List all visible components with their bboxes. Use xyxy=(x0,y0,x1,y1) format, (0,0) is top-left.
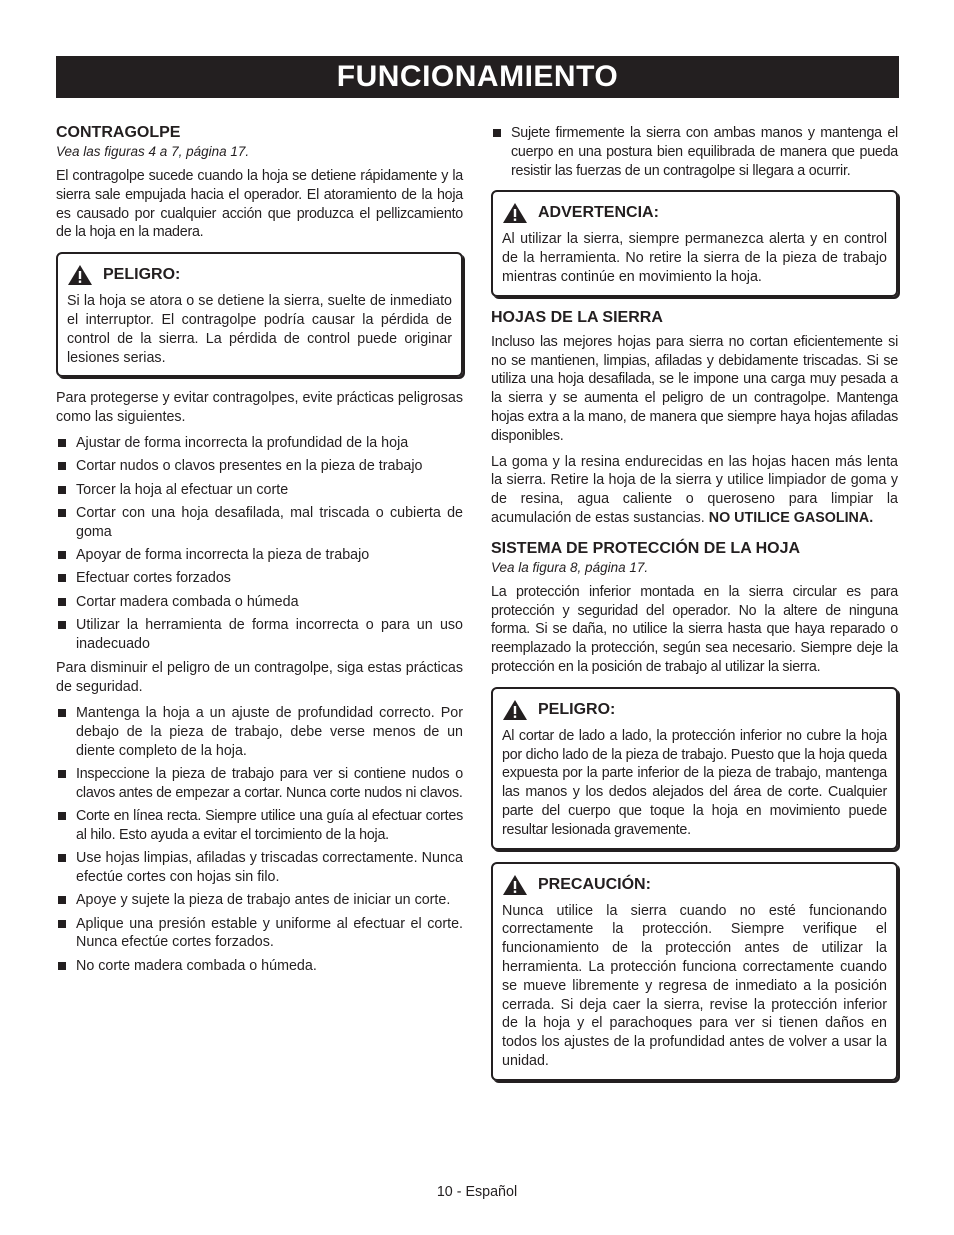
danger-text: Si la hoja se atora o se detiene la sierra, suelte de inmediato el interruptor. El contragolpe podría causar la pérdida de control de la sierra. La pérdida de control puede originar lesiones serias. xyxy=(67,293,452,366)
list-item: Inspeccione la pieza de trabajo para ver si contiene nudos o clavos antes de empezar a cortar. Nunca corte nudos ni clavos. xyxy=(56,765,463,803)
section-title-sistema: SISTEMA DE PROTECCIÓN DE LA HOJA xyxy=(491,539,801,557)
warning-header xyxy=(502,202,887,224)
list-item: No corte madera combada o húmeda. xyxy=(56,957,463,976)
list-item: Utilizar la herramienta de forma incorrecta o para un uso inadecuado xyxy=(56,616,463,654)
list-item: Aplique una presión estable y uniforme al efectuar el corte. Nunca efectúe cortes forzados. xyxy=(56,915,463,953)
figure-reference: Vea la figura 8, página 17. xyxy=(491,559,649,575)
paragraph: El contragolpe sucede cuando la hoja se detiene rápidamente y la sierra sale empujada hacia el operador. El atoramiento de la hoja es causado por cualquier acción que produzca el pellizcamiento de la hoja en la madera. xyxy=(56,168,463,241)
danger-box xyxy=(491,687,898,850)
danger-box xyxy=(56,252,463,377)
list-item: Cortar madera combada o húmeda xyxy=(56,593,463,612)
paragraph-text: La goma y la resina endurecidas en las hojas hacen más lenta la sierra. Retire la hoja de la sierra y utilice limpiador de goma y de resina, agua caliente o queroseno para limpiar la acumulación de estas sustancias. xyxy=(491,453,898,526)
danger-header xyxy=(67,264,452,286)
list-item: Apoyar de forma incorrecta la pieza de trabajo xyxy=(56,546,463,565)
caution-header xyxy=(502,874,887,896)
paragraph: La protección inferior montada en la sierra circular es para protección y seguridad del operador. No la altere de ninguna forma. Si se daña, no utilice la sierra hasta que haya reparado o reemplazado la protección, según sea necesario. Siempre deje la protección en la posición de trabajo al utilizar la sierra. xyxy=(491,583,898,675)
no-gasoline-warning: NO UTILICE GASOLINA. xyxy=(708,509,874,526)
list-item: Cortar nudos o clavos presentes en la pieza de trabajo xyxy=(56,457,463,476)
paragraph: Para disminuir el peligro de un contragolpe, siga estas prácticas de seguridad. xyxy=(56,660,463,696)
left-column xyxy=(56,124,463,981)
list-item: Cortar con una hoja desafilada, mal triscada o cubierta de goma xyxy=(56,504,463,542)
list-item: Corte en línea recta. Siempre utilice una guía al efectuar cortes al hilo. Esto ayuda a evitar el torcimiento de la hoja. xyxy=(56,807,463,845)
warning-triangle-icon xyxy=(502,202,528,224)
danger-title: PELIGRO: xyxy=(538,700,616,718)
grip-list xyxy=(491,124,898,180)
danger-header xyxy=(502,699,887,721)
caution-title: PRECAUCIÓN: xyxy=(538,875,651,893)
paragraph: Para protegerse y evitar contragolpes, evite prácticas peligrosas como las siguientes. xyxy=(56,390,463,426)
list-item: Efectuar cortes forzados xyxy=(56,569,463,588)
list-item: Use hojas limpias, afiladas y triscadas correctamente. Nunca efectúe cortes con hojas sin filo. xyxy=(56,849,463,887)
section-title-hojas: HOJAS DE LA SIERRA xyxy=(491,308,663,326)
warning-triangle-icon xyxy=(67,264,93,286)
dangerous-practices-list xyxy=(56,434,463,653)
warning-triangle-icon xyxy=(502,699,528,721)
right-column xyxy=(491,124,898,1093)
warning-text: Al utilizar la sierra, siempre permanezca alerta y en control de la herramienta. No retire la sierra de la pieza de trabajo mientras continúe en movimiento la hoja. xyxy=(502,231,887,285)
paragraph xyxy=(491,453,898,528)
warning-title: ADVERTENCIA: xyxy=(538,204,659,222)
safety-practices-list xyxy=(56,704,463,975)
danger-text: Al cortar de lado a lado, la protección inferior no cubre la hoja por dicho lado de la pieza de trabajo. Puesto que la hoja queda expuesta por la parte inferior de la pieza de trabajo, mantenga las manos y los dedos alejados del área de corte. Cualquier parte del cuerpo que toque la hoja en movimiento puede resultar lesionada gravemente. xyxy=(502,727,887,838)
list-item: Apoye y sujete la pieza de trabajo antes de iniciar un corte. xyxy=(56,891,463,910)
warning-box xyxy=(491,190,898,296)
page-footer: 10 - Español xyxy=(436,1184,518,1200)
caution-text: Nunca utilice la sierra cuando no esté funcionando correctamente la protección. Siempre verifique el funcionamiento de la protección antes de utilizar la herramienta. La protección funciona correctamente cuando se mueve libremente y regresa de inmediato a la posición cerrada. Si deja caer la sierra, revise la protección inferior de la hoja y el parachoques para ver si tienen daños en todos los ajustes de la profundidad antes de volver a usar la unidad. xyxy=(502,902,887,1069)
danger-title: PELIGRO: xyxy=(103,266,181,284)
list-item: Sujete firmemente la sierra con ambas manos y mantenga el cuerpo en una postura bien equilibrada de manera que pueda resistir las fuerzas de un contragolpe si llegara a ocurrir. xyxy=(491,124,898,180)
list-item: Mantenga la hoja a un ajuste de profundidad correcto. Por debajo de la pieza de trabajo, debe verse menos de un diente completo de la hoja. xyxy=(56,704,463,760)
page-title-banner: FUNCIONAMIENTO xyxy=(56,56,899,98)
section-title-contragolpe: CONTRAGOLPE xyxy=(56,124,181,141)
list-item: Torcer la hoja al efectuar un corte xyxy=(56,481,463,500)
figure-reference: Vea las figuras 4 a 7, página 17. xyxy=(56,144,250,159)
warning-triangle-icon xyxy=(502,874,528,896)
list-item: Ajustar de forma incorrecta la profundidad de la hoja xyxy=(56,434,463,453)
paragraph: Incluso las mejores hojas para sierra no cortan eficientemente si no se mantienen, limpias, afiladas y debidamente triscadas. Si se utiliza una hoja desafilada, se le impone una carga muy pesada a la sierra y se aumenta el peligro de un contragolpe. Mantenga hojas extra a la mano, de manera que siempre haya hojas afiladas disponibles. xyxy=(491,333,898,444)
caution-box xyxy=(491,862,898,1081)
